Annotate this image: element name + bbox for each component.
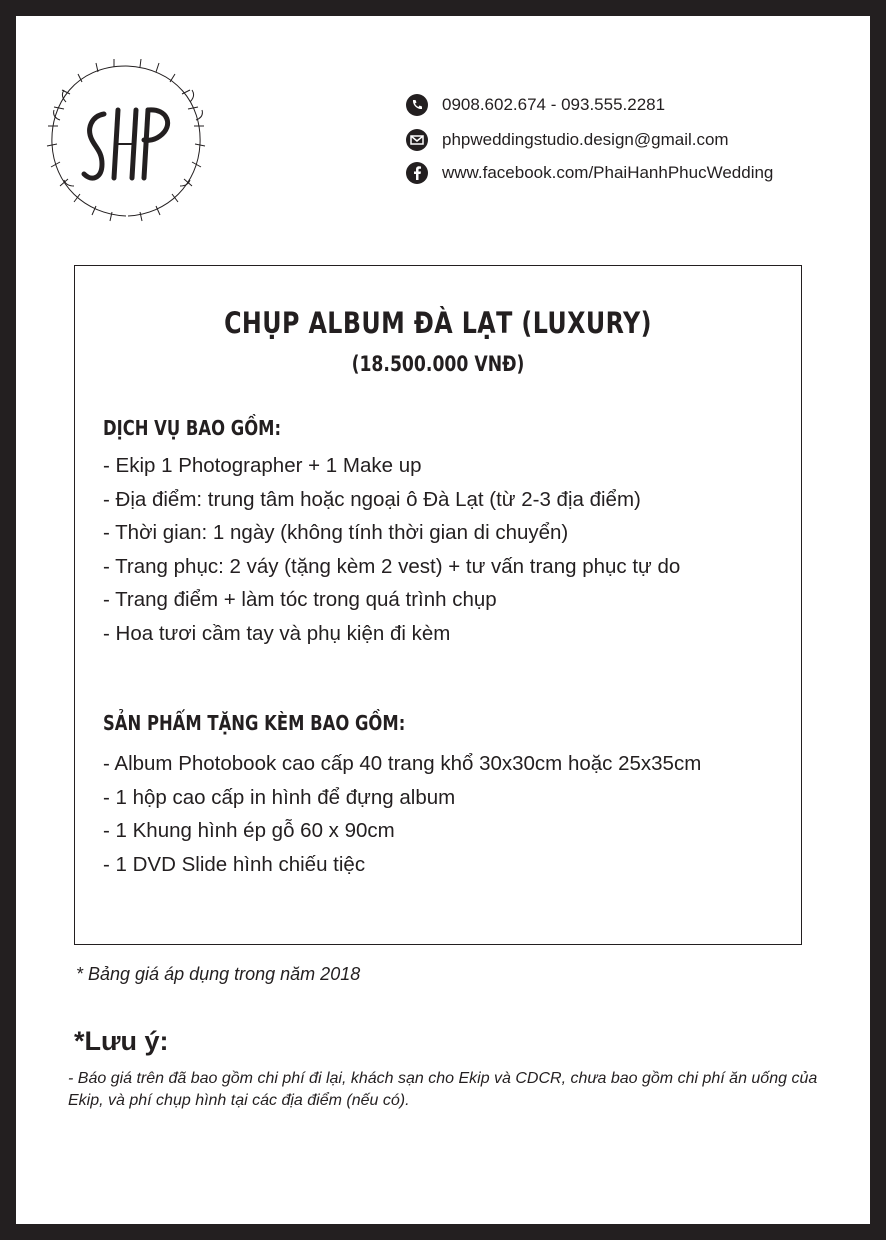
phone-text: 0908.602.674 - 093.555.2281 xyxy=(442,95,666,114)
list-item: - Thời gian: 1 ngày (không tính thời gian di chuyển) xyxy=(103,521,569,544)
price-applies-note: * Bảng giá áp dụng trong năm 2018 xyxy=(76,964,361,984)
gifts-list xyxy=(103,747,701,881)
facebook-icon xyxy=(406,162,428,184)
package-price: (18.500.000 VNĐ) xyxy=(351,352,525,376)
list-item: - Hoa tươi cầm tay và phụ kiện đi kèm xyxy=(103,621,451,645)
contact-phone xyxy=(406,91,665,119)
list-item: - Album Photobook cao cấp 40 trang khổ 30x30cm hoặc 25x35cm xyxy=(103,752,702,775)
list-item: - 1 hộp cao cấp in hình để đựng album xyxy=(103,785,456,809)
email-icon xyxy=(406,129,428,151)
phone-icon xyxy=(406,94,428,116)
wreath-monogram-logo xyxy=(40,54,212,226)
list-item: - Ekip 1 Photographer + 1 Make up xyxy=(103,454,422,477)
wreath-icon xyxy=(47,59,205,221)
gifts-heading: SẢN PHẨM TẶNG KÈM BAO GỒM: xyxy=(103,711,406,735)
contact-email xyxy=(406,126,729,154)
list-item: - Trang điểm + làm tóc trong quá trình chụp xyxy=(103,588,497,611)
note-text: - Báo giá trên đã bao gồm chi phí đi lại, khách sạn cho Ekip và CDCR, chưa bao gồm chi phí ăn uống của Ekip, và phí chụp hình tại các địa điểm (nếu có). xyxy=(68,1070,818,1109)
email-text: phpweddingstudio.design@gmail.com xyxy=(442,130,729,149)
monogram-icon xyxy=(84,110,168,178)
list-item: - 1 DVD Slide hình chiếu tiệc xyxy=(103,852,366,876)
contact-facebook xyxy=(406,159,773,187)
list-item: - 1 Khung hình ép gỗ 60 x 90cm xyxy=(103,819,395,842)
services-list xyxy=(103,449,680,650)
package-box xyxy=(74,265,802,945)
package-title: CHỤP ALBUM ĐÀ LẠT (LUXURY) xyxy=(224,306,652,340)
price-sheet xyxy=(16,16,870,1224)
services-heading: DỊCH VỤ BAO GỒM: xyxy=(103,416,282,440)
note-title: *Lưu ý: xyxy=(74,1026,169,1056)
facebook-text: www.facebook.com/PhaiHanhPhucWedding xyxy=(442,163,774,182)
list-item: - Trang phục: 2 váy (tặng kèm 2 vest) + tư vấn trang phục tự do xyxy=(103,554,681,578)
list-item: - Địa điểm: trung tâm hoặc ngoại ô Đà Lạt (từ 2-3 địa điểm) xyxy=(103,487,641,511)
